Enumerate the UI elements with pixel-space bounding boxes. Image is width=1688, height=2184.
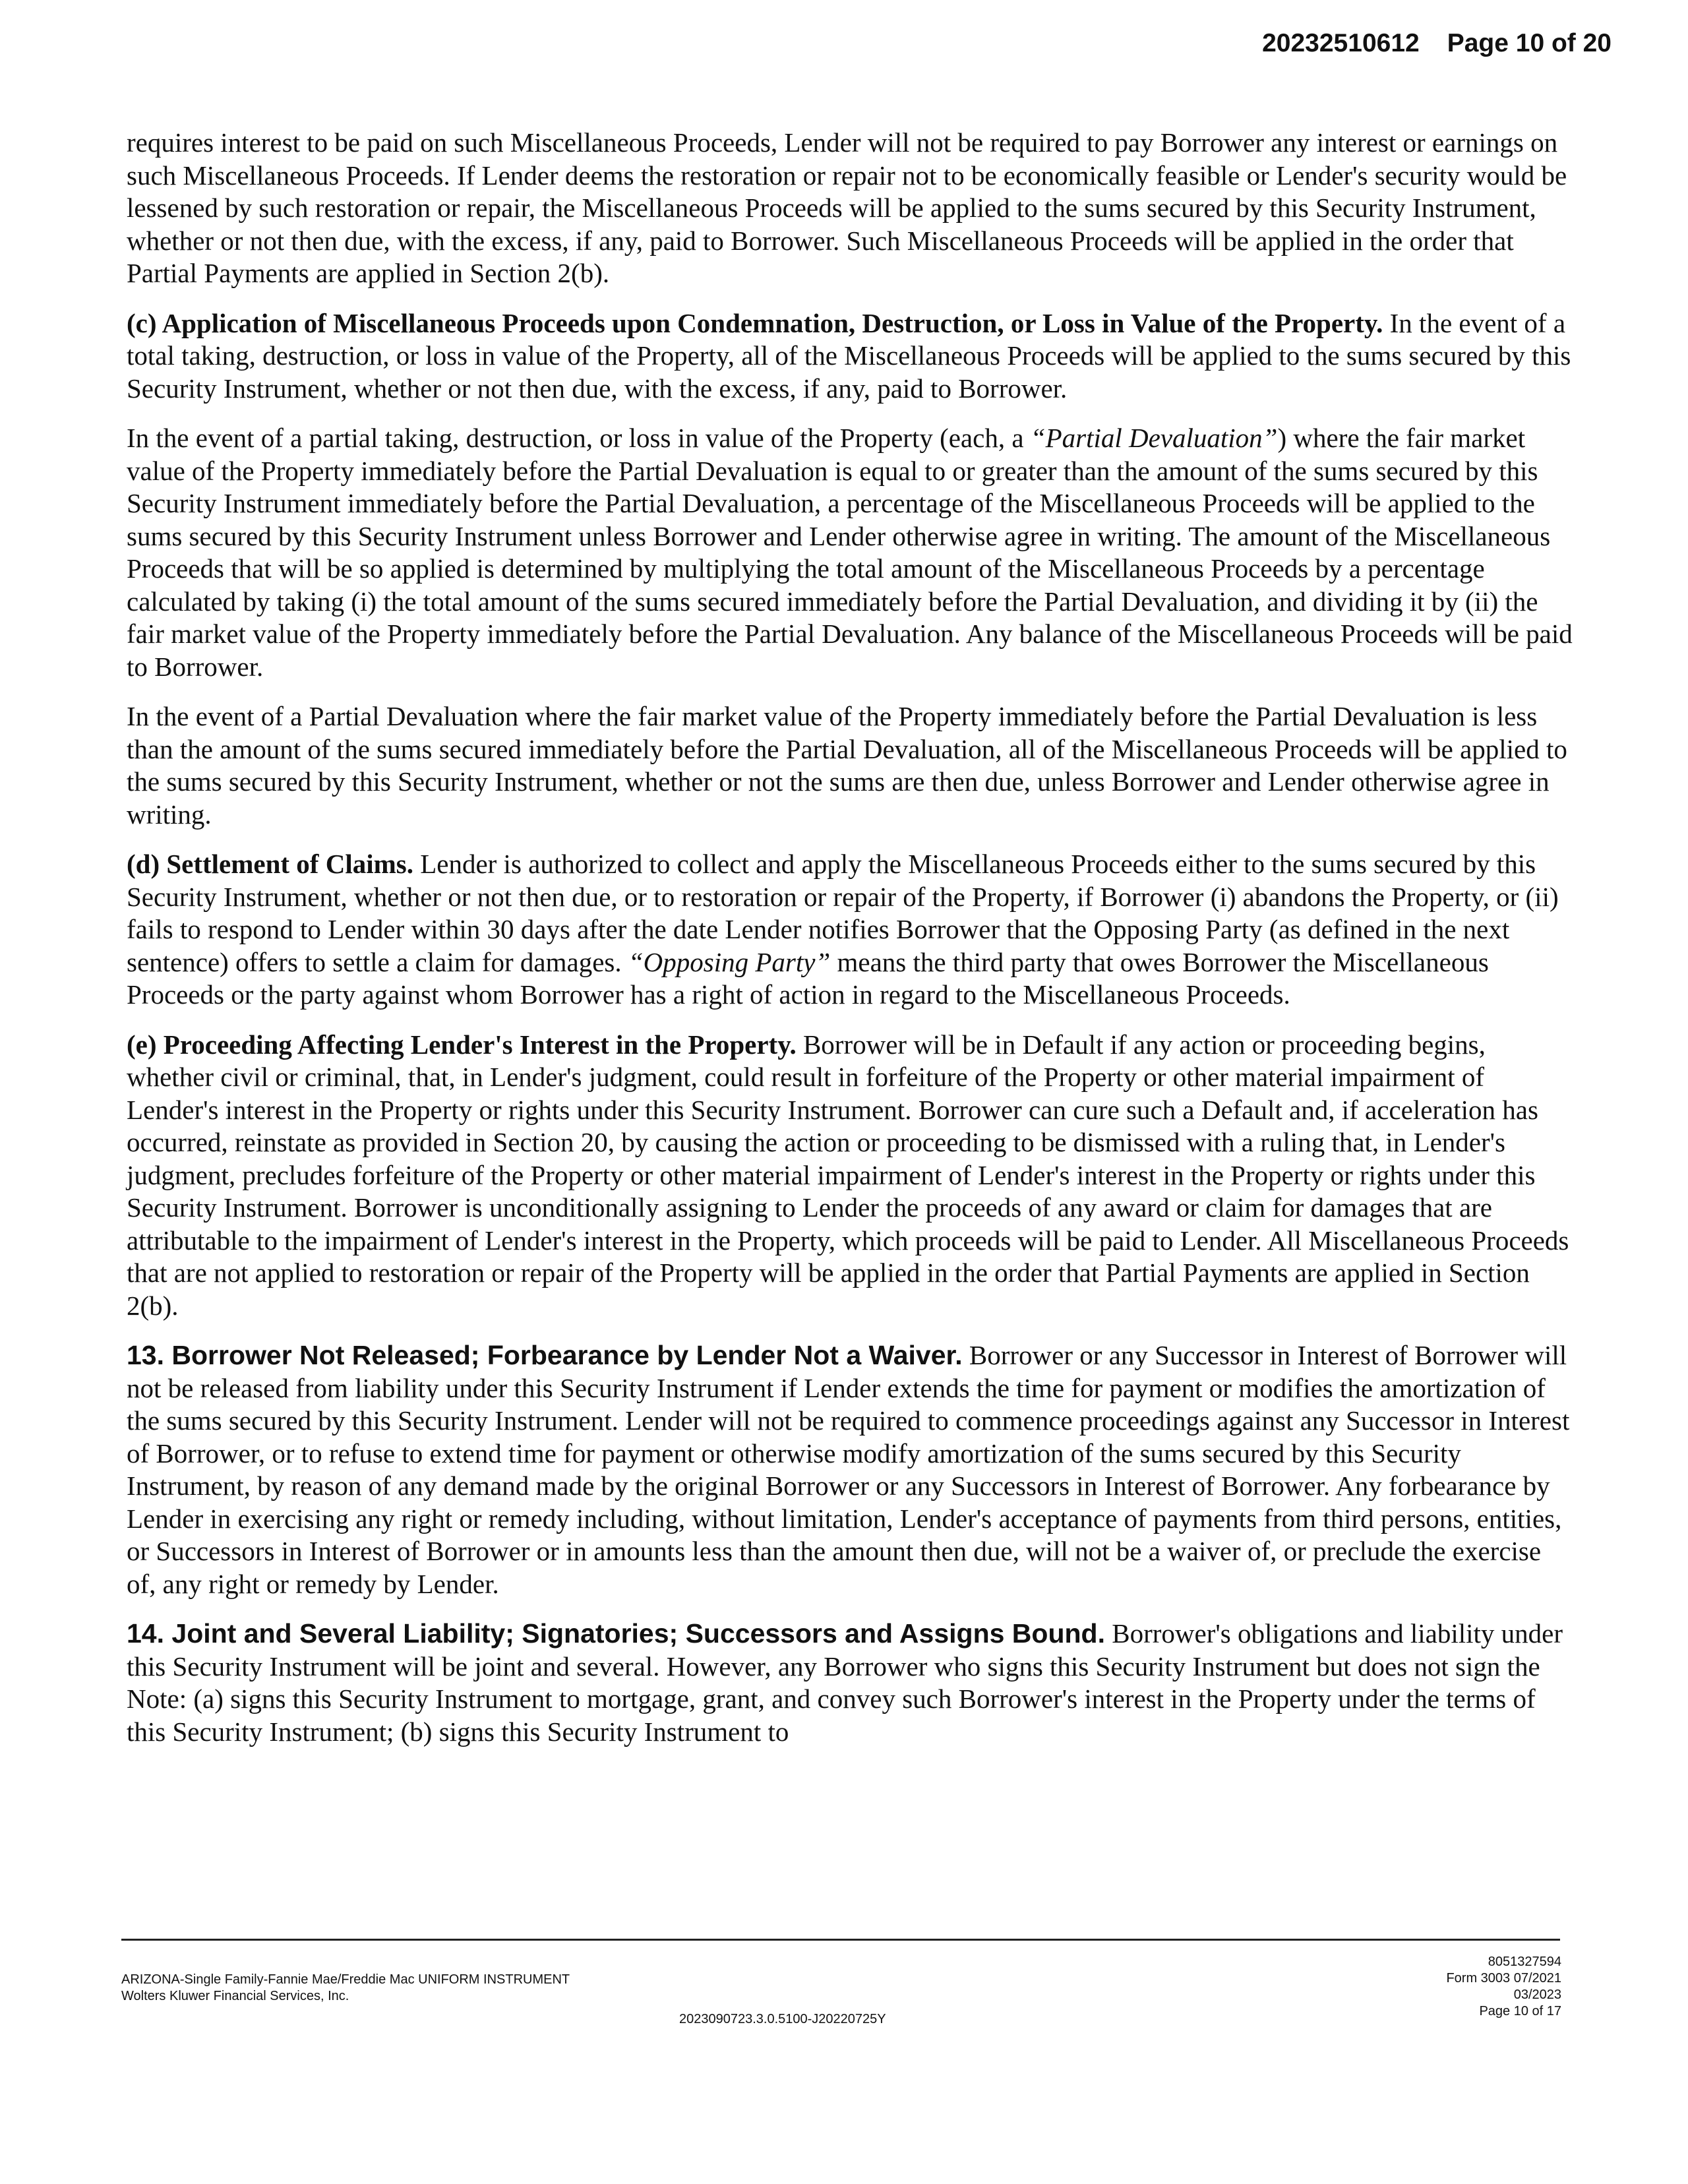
partial-devaluation-paragraph <box>127 422 1573 683</box>
section-14-text: Borrower's obligations and liability under this Security Instrument will be joint and several. However, any Borrower who signs this Security Instrument but does not sign the Note: (a) signs this Security Instrument to mortgage, grant, and convey such Borrower's interest in the Property under the terms of this Security Instrument; (b) signs this Security Instrument to <box>127 1618 1563 1747</box>
section-e-text: Borrower will be in Default if any action or proceeding begins, whether civil or criminal, that, in Lender's judgment, could result in forfeiture of the Property or other material impairment of Lender's interest in the Property or rights under this Security Instrument. Borrower can cure such a Default and, if acceleration has occurred, reinstate as provided in Section 20, by causing the action or proceeding to be dismissed with a ruling that, in Lender's judgment, precludes forfeiture of the Property or other material impairment of Lender's interest in the Property or rights under this Security Instrument. Borrower is unconditionally assigning to Lender the proceeds of any award or claim for damages that are attributable to the impairment of Lender's interest in the Property, which proceeds will be paid to Lender. All Miscellaneous Proceeds that are not applied to restoration or repair of the Property will be applied in the order that Partial Payments are applied in Section 2(b). <box>127 1029 1569 1321</box>
document-code: 2023090723.3.0.5100-J20220725Y <box>679 2012 886 2026</box>
page-header <box>1262 29 1612 58</box>
paragraph-continuation: requires interest to be paid on such Miscellaneous Proceeds, Lender will not be required to pay Borrower any interest or earnings on such Miscellaneous Proceeds. If Lender deems the restoration or repair not to be economically feasible or Lender's security would be lessened by such restoration or repair, the Miscellaneous Proceeds will be applied to the sums secured by this Security Instrument, whether or not then due, with the excess, if any, paid to Borrower. Such Miscellaneous Proceeds will be applied in the order that Partial Payments are applied in Section 2(b). <box>127 127 1567 288</box>
section-e <box>127 1029 1573 1323</box>
section-d-heading: (d) Settlement of Claims. <box>127 849 413 879</box>
section-c-text: In the event of a total taking, destruction, or loss in value of the Property, all of the Miscellaneous Proceeds will be applied to the sums secured by this Security Instrument, whether or not then due, with the excess, if any, paid to Borrower. <box>127 307 1571 404</box>
section-c <box>127 307 1573 406</box>
publisher: Wolters Kluwer Financial Services, Inc. <box>121 1989 349 2003</box>
footer-left <box>121 1972 570 2005</box>
section-13-heading: 13. Borrower Not Released; Forbearance by Lender Not a Waiver. <box>127 1340 963 1370</box>
footer-center <box>679 2011 886 2028</box>
footer-divider <box>121 1939 1560 1941</box>
footer-right <box>1446 1954 1561 2020</box>
section-14-heading: 14. Joint and Several Liability; Signatories; Successors and Assigns Bound. <box>127 1618 1105 1649</box>
form-title: ARIZONA-Single Family-Fannie Mae/Freddie Mac UNIFORM INSTRUMENT <box>121 1972 570 1987</box>
form-number: Form 3003 07/2021 <box>1446 1971 1561 1986</box>
form-page: Page 10 of 17 <box>1479 2004 1561 2018</box>
opposing-party-term: “Opposing Party” <box>628 946 831 977</box>
document-number: 20232510612 <box>1262 29 1420 57</box>
page-indicator: Page 10 of 20 <box>1447 29 1612 57</box>
partial-devaluation-text-start: In the event of a partial taking, destruction, or loss in value of the Property (each, a <box>127 423 1031 453</box>
partial-devaluation-term: “Partial Devaluation” <box>1030 423 1278 453</box>
document-body <box>127 127 1573 1765</box>
section-13-text: Borrower or any Successor in Interest of Borrower will not be released from liability under this Security Instrument if Lender extends the time for payment or modifies the amortization of the sums secured by this Security Instrument. Lender will not be required to commence proceedings against any Successor in Interest of Borrower, or to refuse to extend time for payment or otherwise modify amortization of the sums secured by this Security Instrument, by reason of any demand made by the original Borrower or any Successors in Interest of Borrower. Any forbearance by Lender in exercising any right or remedy including, without limitation, Lender's acceptance of payments from third persons, entities, or Successors in Interest of Borrower or in amounts less than the amount then due, will not be a waiver of, or preclude the exercise of, any right or remedy by Lender. <box>127 1340 1570 1599</box>
section-14 <box>127 1618 1573 1748</box>
section-d-text-1: Lender is authorized to collect and apply the Miscellaneous Proceeds either to the sums secured by this Security Instrument, whether or not then due, or to restoration or repair of the Property, if Borrower (i) abandons the Property, or (ii) fails to respond to Lender within 30 days after the date Lender notifies Borrower that the Opposing Party (as defined in the next sentence) offers to settle a claim for damages. <box>127 849 1559 977</box>
form-date: 03/2023 <box>1513 1987 1561 2002</box>
loan-number: 8051327594 <box>1488 1955 1561 1969</box>
section-e-heading: (e) Proceeding Affecting Lender's Interest in the Property. <box>127 1029 797 1060</box>
section-c-heading: (c) Application of Miscellaneous Proceeds upon Condemnation, Destruction, or Loss in Value of the Property. <box>127 307 1383 338</box>
section-d <box>127 848 1573 1012</box>
partial-devaluation-text-end: ) where the fair market value of the Property immediately before the Partial Devaluation is equal to or greater than the amount of the sums secured by this Security Instrument immediately before the Partial Devaluation, a percentage of the Miscellaneous Proceeds will be applied to the sums secured by this Security Instrument unless Borrower and Lender otherwise agree in writing. The amount of the Miscellaneous Proceeds that will be so applied is determined by multiplying the total amount of the Miscellaneous Proceeds by a percentage calculated by taking (i) the total amount of the sums secured immediately before the Partial Devaluation, and dividing it by (ii) the fair market value of the Property immediately before the Partial Devaluation. Any balance of the Miscellaneous Proceeds will be paid to Borrower. <box>127 423 1573 682</box>
section-d-text-2: means the third party that owes Borrower the Miscellaneous Proceeds or the party against whom Borrower has a right of action in regard to the Miscellaneous Proceeds. <box>127 946 1489 1010</box>
partial-devaluation-less-paragraph: In the event of a Partial Devaluation where the fair market value of the Property immediately before the Partial Devaluation is less than the amount of the sums secured immediately before the Partial Devaluation, all of the Miscellaneous Proceeds will be applied to the sums secured by this Security Instrument, whether or not the sums are then due, unless Borrower and Lender otherwise agree in writing. <box>127 701 1567 830</box>
section-13 <box>127 1339 1573 1600</box>
